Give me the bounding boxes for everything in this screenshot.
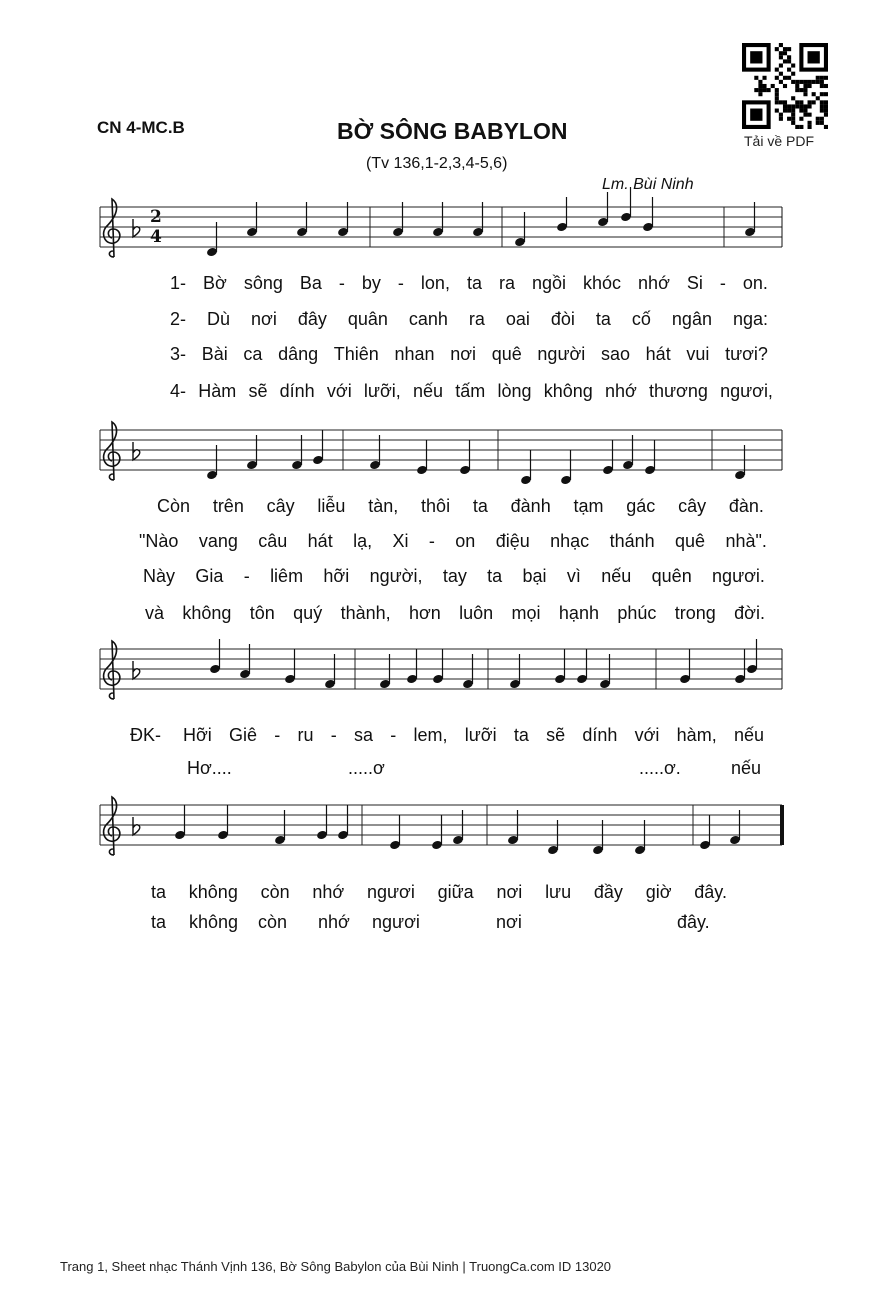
lyric-syllable: - bbox=[274, 725, 281, 745]
lyric-syllable: cây bbox=[266, 496, 295, 516]
lyric-syllable: người, bbox=[369, 566, 423, 586]
lyric-syllable: ra bbox=[468, 309, 485, 329]
lyric: không bbox=[189, 912, 239, 932]
lyric-syllable: với bbox=[326, 381, 352, 401]
lyric-syllable: lòng bbox=[497, 381, 532, 401]
refrain-line-3 bbox=[151, 882, 727, 903]
verse-3-line-a bbox=[170, 344, 768, 365]
lyric: nơi bbox=[496, 912, 522, 932]
lyric-syllable: ra bbox=[498, 273, 515, 293]
lyric-syllable: thánh bbox=[609, 531, 655, 551]
verse-2-line-b bbox=[139, 531, 767, 552]
lyric-syllable: hát bbox=[307, 531, 333, 551]
lyric-syllable: ta bbox=[487, 566, 503, 586]
lyric-syllable: liêm bbox=[270, 566, 304, 586]
lyric-syllable: thương bbox=[648, 381, 708, 401]
lyric: còn bbox=[258, 912, 288, 932]
lyric-syllable: nhạc bbox=[550, 531, 590, 551]
lyric-syllable: liễu bbox=[317, 496, 346, 516]
lyric-syllable: 1- bbox=[170, 273, 187, 293]
lyric-syllable: khóc bbox=[583, 273, 622, 293]
lyric-syllable: ngân bbox=[671, 309, 712, 329]
lyric-syllable: quân bbox=[347, 309, 388, 329]
lyric-syllable: - bbox=[330, 725, 337, 745]
lyric-syllable: Ba bbox=[299, 273, 322, 293]
lyric-syllable: Thiên bbox=[333, 344, 379, 364]
lyric-syllable: lưỡi, bbox=[363, 381, 401, 401]
lyric-syllable: nơi bbox=[450, 344, 477, 364]
lyric-syllable: lưu bbox=[545, 882, 572, 902]
lyric-syllable: đây bbox=[297, 309, 327, 329]
time-sig-top: 2 bbox=[150, 207, 162, 227]
lyric-syllable: phúc bbox=[617, 603, 657, 623]
lyric-syllable: - bbox=[338, 273, 345, 293]
lyric: ta bbox=[151, 912, 167, 932]
lyric-syllable: ta bbox=[466, 273, 482, 293]
lyric-syllable: quê bbox=[491, 344, 522, 364]
lyric-syllable: dính bbox=[582, 725, 618, 745]
lyric-syllable: tôn bbox=[249, 603, 275, 623]
page-title: BỜ SÔNG BABYLON bbox=[337, 118, 568, 144]
lyric-syllable: hơn bbox=[408, 603, 441, 623]
lyric-syllable: lon, bbox=[420, 273, 450, 293]
lyric: đây. bbox=[677, 912, 710, 932]
flat-key-signature-icon bbox=[133, 219, 140, 237]
lyric-syllable: "Nào bbox=[139, 531, 179, 551]
lyric-syllable: và bbox=[145, 603, 165, 623]
lyric-syllable: luôn bbox=[459, 603, 494, 623]
lyric-syllable: - bbox=[428, 531, 435, 551]
lyric-syllable: tay bbox=[442, 566, 467, 586]
page-footer: Trang 1, Sheet nhạc Thánh Vịnh 136, Bờ Sông Babylon của Bùi Ninh | TruongCa.com ID 13020 bbox=[60, 1259, 612, 1274]
lyric-syllable: mọi bbox=[511, 603, 541, 623]
lyric-syllable: giờ bbox=[645, 882, 672, 902]
lyric-syllable: on. bbox=[742, 273, 768, 293]
lyric-syllable: on bbox=[455, 531, 476, 551]
lyric-syllable: Hàm bbox=[198, 381, 237, 401]
refrain-vocalise-2: .....ơ bbox=[348, 758, 385, 778]
lyric-syllable: với bbox=[634, 725, 660, 745]
lyric-syllable: không bbox=[188, 882, 238, 902]
lyric-syllable: Còn bbox=[157, 496, 191, 516]
lyric-syllable: nếu bbox=[412, 381, 444, 401]
flat-key-signature-icon bbox=[133, 661, 140, 679]
refrain-line-1 bbox=[183, 725, 764, 746]
lyric-syllable: nhà". bbox=[725, 531, 767, 551]
lyric-syllable: nhớ bbox=[604, 381, 637, 401]
treble-clef-icon bbox=[104, 641, 120, 699]
treble-clef-icon bbox=[104, 797, 120, 855]
lyric-syllable: lạ, bbox=[353, 531, 373, 551]
refrain-label: ĐK- bbox=[130, 725, 161, 745]
lyric-syllable: Gia bbox=[195, 566, 224, 586]
lyric-syllable: cây bbox=[678, 496, 707, 516]
lyric-syllable: tạm bbox=[573, 496, 604, 516]
lyric-syllable: tấm bbox=[455, 381, 486, 401]
lyric-syllable: dâng bbox=[278, 344, 319, 364]
lyric-syllable: canh bbox=[408, 309, 448, 329]
lyric-syllable: điệu bbox=[495, 531, 530, 551]
lyric-syllable: lem, bbox=[413, 725, 448, 745]
lyric-syllable: ru bbox=[297, 725, 314, 745]
lyric-syllable: đầy bbox=[593, 882, 623, 902]
lyric-syllable: hỡi bbox=[323, 566, 350, 586]
lyric: nhớ bbox=[318, 912, 350, 932]
lyric-syllable: nhớ bbox=[312, 882, 345, 902]
lyric-syllable: trong bbox=[674, 603, 716, 623]
lyric-syllable: vang bbox=[198, 531, 238, 551]
lyric-syllable: 4- bbox=[170, 381, 187, 401]
song-code: CN 4-MC.B bbox=[97, 118, 185, 137]
time-signature bbox=[150, 207, 162, 247]
lyric-syllable: quê bbox=[675, 531, 706, 551]
lyric-syllable: lưỡi bbox=[464, 725, 497, 745]
lyric-syllable: cố bbox=[631, 309, 651, 329]
lyric-syllable: ta bbox=[472, 496, 488, 516]
lyric-syllable: không bbox=[543, 381, 593, 401]
lyric-syllable: Bài bbox=[201, 344, 228, 364]
lyric-syllable: sẽ bbox=[546, 725, 566, 745]
lyric-syllable: nếu bbox=[733, 725, 764, 745]
lyric-syllable: ngươi. bbox=[712, 566, 765, 586]
composer: Lm. Bùi Ninh bbox=[602, 176, 694, 193]
lyric-syllable: tươi? bbox=[725, 344, 768, 364]
lyric-syllable: nhớ bbox=[638, 273, 670, 293]
psalm-reference: (Tv 136,1-2,3,4-5,6) bbox=[366, 155, 508, 172]
lyric-syllable: giữa bbox=[437, 882, 474, 902]
lyric-syllable: sa bbox=[354, 725, 374, 745]
lyric-syllable: Này bbox=[143, 566, 176, 586]
treble-clef-icon bbox=[104, 422, 120, 480]
lyric-syllable: thành, bbox=[340, 603, 391, 623]
verse-1-line-b bbox=[157, 496, 764, 517]
lyric-syllable: Bờ bbox=[203, 273, 227, 293]
lyric: ngươi bbox=[372, 912, 420, 932]
lyric-syllable: nơi bbox=[251, 309, 277, 329]
lyric-syllable: quên bbox=[651, 566, 692, 586]
lyric-syllable: ngươi bbox=[366, 882, 415, 902]
lyric-syllable: ca bbox=[243, 344, 263, 364]
lyric-syllable: còn bbox=[260, 882, 290, 902]
lyric-syllable: ta bbox=[151, 882, 167, 902]
lyric-syllable: quý bbox=[293, 603, 323, 623]
lyric-syllable: nơi bbox=[496, 882, 523, 902]
lyric-syllable: câu bbox=[258, 531, 288, 551]
lyric-syllable: ngồi bbox=[531, 273, 567, 293]
lyric-syllable: by bbox=[361, 273, 381, 293]
lyric-syllable: đành bbox=[510, 496, 551, 516]
lyric-syllable: 2- bbox=[170, 309, 187, 329]
refrain-vocalise-3: .....ơ. bbox=[639, 758, 681, 778]
verse-1-line-a bbox=[170, 273, 768, 294]
lyric-syllable: bại bbox=[522, 566, 547, 586]
verse-2-line-a bbox=[170, 309, 768, 330]
lyric-syllable: hạnh bbox=[558, 603, 599, 623]
lyric-syllable: - bbox=[243, 566, 250, 586]
lyric-syllable: hàm, bbox=[676, 725, 717, 745]
lyric-syllable: Si bbox=[686, 273, 703, 293]
lyric-syllable: gác bbox=[626, 496, 656, 516]
verse-3-line-b bbox=[143, 566, 765, 587]
lyric-syllable: đây. bbox=[694, 882, 727, 902]
lyric-syllable: vui bbox=[686, 344, 710, 364]
download-pdf-link[interactable]: Tải về PDF bbox=[744, 133, 815, 149]
lyric-syllable: nếu bbox=[601, 566, 632, 586]
lyric-syllable: người bbox=[537, 344, 586, 364]
lyric-syllable: - bbox=[719, 273, 726, 293]
lyric-syllable: trên bbox=[212, 496, 244, 516]
lyric-syllable: không bbox=[182, 603, 232, 623]
lyric-syllable: hát bbox=[645, 344, 671, 364]
lyric-syllable: ngươi, bbox=[720, 381, 773, 401]
refrain-vocalise-1: Hơ.... bbox=[187, 758, 232, 778]
lyric-syllable: 3- bbox=[170, 344, 187, 364]
lyric-syllable: sông bbox=[243, 273, 283, 293]
refrain-vocalise-4: nếu bbox=[731, 758, 762, 778]
lyric-syllable: sao bbox=[600, 344, 630, 364]
lyric-syllable: nhan bbox=[394, 344, 435, 364]
lyric-syllable: đời. bbox=[734, 603, 765, 623]
flat-key-signature-icon bbox=[133, 442, 140, 460]
lyric-syllable: tàn, bbox=[368, 496, 399, 516]
verse-4-line-b bbox=[145, 603, 765, 624]
lyric-syllable: Giê bbox=[229, 725, 258, 745]
lyric-syllable: vì bbox=[566, 566, 581, 586]
treble-clef-icon bbox=[104, 199, 120, 257]
lyric-syllable: Dù bbox=[207, 309, 231, 329]
lyric-syllable: đàn. bbox=[728, 496, 764, 516]
lyric-syllable: Xi bbox=[392, 531, 409, 551]
lyric-syllable: ta bbox=[513, 725, 529, 745]
time-sig-bottom: 4 bbox=[150, 227, 162, 247]
lyric-syllable: sẽ bbox=[248, 381, 268, 401]
lyric-syllable: - bbox=[397, 273, 404, 293]
lyric-syllable: thôi bbox=[421, 496, 451, 516]
lyric-syllable: đòi bbox=[550, 309, 575, 329]
lyric-syllable: oai bbox=[505, 309, 530, 329]
verse-4-line-a bbox=[170, 381, 773, 402]
lyric-syllable: nga: bbox=[732, 309, 768, 329]
lyric-syllable: ta bbox=[595, 309, 611, 329]
lyric-syllable: Hỡi bbox=[183, 725, 212, 745]
flat-key-signature-icon bbox=[133, 817, 140, 835]
lyric-syllable: - bbox=[390, 725, 397, 745]
lyric-syllable: dính bbox=[279, 381, 315, 401]
